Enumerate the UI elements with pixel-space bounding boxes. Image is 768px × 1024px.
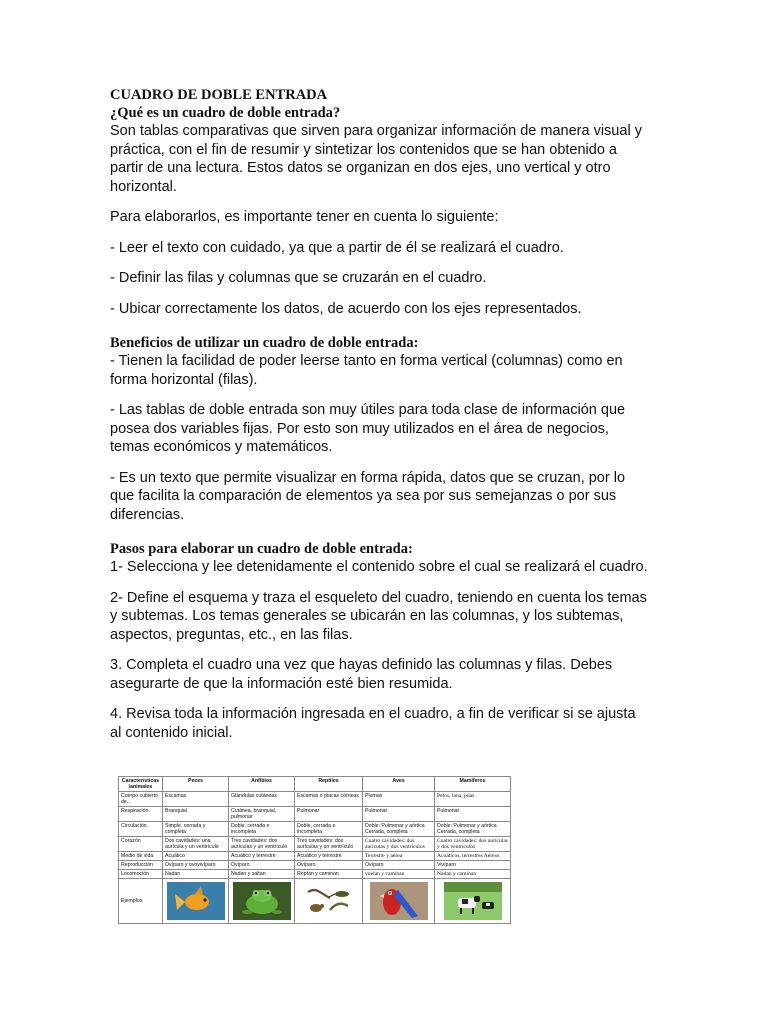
table-row-examples (119, 879, 511, 924)
table-header: Características /animales (119, 777, 163, 792)
frog-photo (233, 882, 291, 920)
table-cell: Pulmonar (363, 807, 435, 822)
paragraph-instructions: Para elaborarlos, es importante tener en cuenta lo siguiente: (110, 209, 499, 225)
table-cell: Doble, cerrada e incompleta (295, 822, 363, 837)
table-cell: Ovíparo (229, 861, 295, 870)
table-cell: Nadan y caminan (435, 870, 511, 879)
table-cell: Nadan (163, 870, 229, 879)
table-cell: Plumas (363, 792, 435, 807)
table-cell: Pelos, lana, púas (435, 792, 511, 807)
table-cell: Acuático y terrestre (229, 852, 295, 861)
table-cell: Cuatro cavidades: dos aurículas y dos ventrículos (363, 837, 435, 852)
table-cell: Ovíparo (295, 861, 363, 870)
table-header: Mamíferos (435, 777, 511, 792)
row-label: Circulación (119, 822, 163, 837)
example-frog-cell (229, 879, 295, 924)
table-cell: Pulmonar (435, 807, 511, 822)
table-cell: Cutánea, branquial, pulmonar (229, 807, 295, 822)
example-mammal-cell (435, 879, 511, 924)
row-label: Locomoción (119, 870, 163, 879)
table-cell: Doble, cerrada e incompleta (229, 822, 295, 837)
benefit-3: - Es un texto que permite visualizar en forma rápida, datos que se cruzan, por lo que facilita la comparación de elementos ya sea por sus semejanzas o por sus diferencias. (110, 469, 626, 523)
table-cell: Escamas o placas córneas (295, 792, 363, 807)
parrot-photo (370, 882, 428, 920)
benefit-2: - Las tablas de doble entrada son muy útiles para toda clase de información que posea dos variables fijas. Por esto son muy utilizados en el área de negocios, temas económicos y matemáticos. (110, 402, 626, 455)
example-reptiles-cell (295, 879, 363, 924)
row-label: Cuerpo cubierto de... (119, 792, 163, 807)
row-label: Medio de vida (119, 852, 163, 861)
table-cell: Nadan y saltan (229, 870, 295, 879)
document-title: CUADRO DE DOBLE ENTRADA (110, 87, 328, 103)
table-cell: Doble: Pulmonar y aórtica Cerrada, completa (435, 822, 511, 837)
table-cell: Terrestre y aérea (363, 852, 435, 861)
table-row (119, 792, 511, 807)
table-cell: Ovíparo (363, 861, 435, 870)
table-cell: Glándulas cutáneas (229, 792, 295, 807)
steps-heading: Pasos para elaborar un cuadro de doble entrada: (110, 541, 413, 557)
table-row (119, 822, 511, 837)
step-3: 3. Completa el cuadro una vez que hayas definido las columnas y filas. Debes asegurarte de que la información esté bien resumida. (110, 657, 613, 692)
cows-photo (444, 882, 502, 920)
benefits-heading: Beneficios de utilizar un cuadro de doble entrada: (110, 335, 419, 351)
table-cell: Acuático (163, 852, 229, 861)
example-fish-cell (163, 879, 229, 924)
comparison-table (118, 776, 511, 924)
step-2: 2- Define el esquema y traza el esqueleto del cuadro, teniendo en cuenta los temas y subtemas. Los temas generales se ubicarán en las columnas, y los subtemas, aspectos, preguntas, etc., en las filas. (110, 589, 647, 643)
table-cell: Reptan y caminan (295, 870, 363, 879)
bullet-read: - Leer el texto con cuidado, ya que a partir de él se realizará el cuadro. (110, 239, 564, 256)
table-cell: Pulmonar (295, 807, 363, 822)
benefit-1: - Tienen la facilidad de poder leerse tanto en forma vertical (columnas) como en forma horizontal (filas). (110, 353, 623, 388)
table-header: Reptiles (295, 777, 363, 792)
question-heading: ¿Qué es un cuadro de doble entrada? (110, 105, 341, 121)
row-label: Reproducción (119, 861, 163, 870)
table-row (119, 870, 511, 879)
goldfish-photo (167, 882, 225, 920)
table-cell: Doble: Pulmonar y aórtica Cerrada, completa (363, 822, 435, 837)
row-label: Ejemplos (119, 879, 163, 924)
table-cell: Tres cavidades: dos aurículas y un ventrículo (229, 837, 295, 852)
row-label: Corazón (119, 837, 163, 852)
table-cell: Ovíparo y ovovivíparo (163, 861, 229, 870)
step-1: 1- Selecciona y lee detenidamente el contenido sobre el cual se realizará el cuadro. (110, 559, 648, 575)
table-cell: Acuático y terrestre (295, 852, 363, 861)
table-cell: Branquial (163, 807, 229, 822)
bullet-define: - Definir las filas y columnas que se cruzarán en el cuadro. (110, 270, 487, 286)
table-cell: Cuatro cavidades: dos aurículas y dos ventrículos (435, 837, 511, 852)
table-header: Aves (363, 777, 435, 792)
table-cell: vuelan y caminan (363, 870, 435, 879)
table-row (119, 807, 511, 822)
paragraph-definition: Son tablas comparativas que sirven para organizar información de manera visual y práctica, con el fin de resumir y sintetizar los contenidos que se han obtenido a partir de una lectura. Estos datos se organizan en dos ejes, uno vertical y otro horizontal. (110, 123, 642, 195)
table-cell: Vivíparo (435, 861, 511, 870)
table-cell: Dos cavidades: una aurícula y un ventrículo (163, 837, 229, 852)
comparison-table-image (118, 776, 510, 926)
table-cell: Simple, cerrada y completa (163, 822, 229, 837)
example-bird-cell (363, 879, 435, 924)
bullet-locate: - Ubicar correctamente los datos, de acuerdo con los ejes representados. (110, 300, 582, 317)
document-body (110, 86, 650, 742)
reptiles-photo (300, 882, 358, 920)
table-cell: Tres cavidades: dos aurículas y un ventrículo (295, 837, 363, 852)
table-row (119, 852, 511, 861)
row-label: Respiración (119, 807, 163, 822)
step-4: 4. Revisa toda la información ingresada en el cuadro, a fin de verificar si se ajusta al contenido inicial. (110, 706, 636, 741)
table-row (119, 837, 511, 852)
table-row (119, 861, 511, 870)
table-cell: Escamas (163, 792, 229, 807)
table-header-row (119, 777, 511, 792)
table-header: Anfibios (229, 777, 295, 792)
table-cell: Acuáticos, terrestres Aéreos (435, 852, 511, 861)
table-header: Peces (163, 777, 229, 792)
